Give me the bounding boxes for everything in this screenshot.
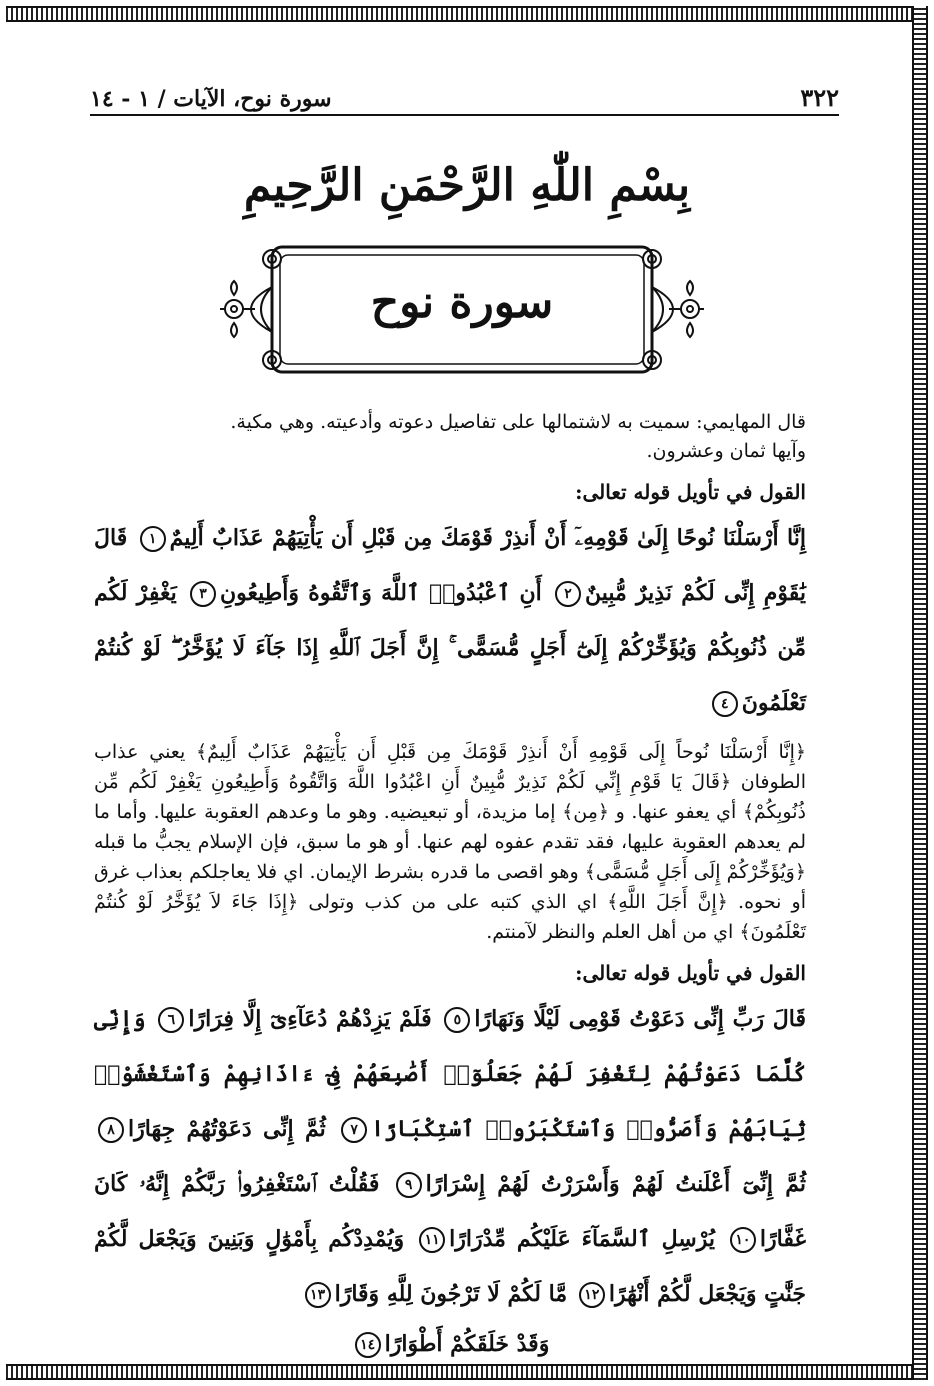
verse-number: ١ xyxy=(140,526,166,552)
right-ornamental-border xyxy=(912,6,928,1380)
verse-number: ٧ xyxy=(341,1117,367,1143)
verse-number: ١٠ xyxy=(730,1227,756,1253)
verse-number: ١١ xyxy=(419,1227,445,1253)
verse-number: ١٢ xyxy=(579,1282,605,1308)
basmala: بِسْمِ اللّٰهِ الرَّحْمَنِ الرَّحِيمِ xyxy=(243,160,691,211)
verse-text: مَّا لَكُمْ لَا تَرْجُونَ لِلَّهِ وَقَارًا xyxy=(334,1281,568,1307)
top-ornamental-border xyxy=(6,6,928,22)
verse-text: وَإِنِّى كُلَّمَا دَعَوْتُهُمْ لِتَغْفِرَ لَهُمْ جَعَلُوٓا۟ أَصَٰبِعَهُمْ فِىٓ ءَاذَانِهِمْ وَٱسْتَغْشَوْا۟ ثِيَابَهُمْ وَأَصَرُّوا۟ وَٱسْتَكْبَرُوا۟ ٱسْتِكْبَارًا xyxy=(94,1006,806,1142)
section-1-heading: القول في تأويل قوله تعالى: xyxy=(575,480,806,504)
verse-text: فَلَمْ يَزِدْهُمْ دُعَآءِىٓ إِلَّا فِرَارًا xyxy=(188,1006,432,1032)
intro-line-2: وآيها ثمان وعشرون. xyxy=(646,440,806,462)
verse-number: ١٣ xyxy=(305,1282,331,1308)
intro-line-1: قال المهايمي: سميت به لاشتمالها على تفاصيل دعوته وأدعيته. وهي مكية. xyxy=(230,411,806,433)
verse-number: ١٤ xyxy=(355,1332,381,1358)
verse-text: ثُمَّ إِنِّىٓ أَعْلَنتُ لَهُمْ وَأَسْرَرْتُ لَهُمْ إِسْرَارًا xyxy=(425,1171,806,1197)
verse-number: ٤ xyxy=(712,691,738,717)
verse-text: يَغْفِرْ لَكُم مِّن ذُنُوبِكُمْ وَيُؤَخِّرْكُمْ إِلَىٰٓ أَجَلٍ مُّسَمًّى ۚ إِنَّ أَجَلَ ٱللَّهِ إِذَا جَآءَ لَا يُؤَخَّرُ ۖ لَوْ كُنتُمْ تَعْلَمُونَ xyxy=(94,580,806,716)
section-1-commentary: ﴿إِنَّا أَرْسَلْنَا نُوحاً إِلَى قَوْمِهِ أَنْ أَنذِرْ قَوْمَكَ مِن قَبْلِ أَن يَأْتِيَهُمْ عَذَابٌ أَلِيمٌ﴾ يعني عذاب الطوفان ﴿قَالَ يَا قَوْمِ إِنِّي لَكُمْ نَذِيرٌ مُّبِينٌ أَنِ اعْبُدُوا اللَّهَ وَاتَّقُوهُ وَأَطِيعُونِ يَغْفِرْ لَكُم مِّن ذُنُوبِكُمْ﴾ أي يعفو عنها. و ﴿مِن﴾ إما مزيدة، أو تبعيضيه. وهو ما وعدهم العقوبة عليها. وأما ما لم يعدهم العقوبة عليها، فقد تقدم عفوه لهم عنها. أو هو ما سبق، فإن الإسلام يجبُّ ما قبله ﴿وَيُؤَخِّرْكُمْ إِلَى أَجَلٍ مُّسَمًّى﴾ وهو اقصى ما قدره بشرط الإيمان. اي فلا يعاجلكم بعذاب غرق أو نحوه. ﴿إِنَّ أَجَلَ اللَّهِ﴾ اي الذي كتبه على من كذب وتولى ﴿إِذَا جَاءَ لاَ يُؤَخَّرُ لَوْ كُنتُمْ تَعْلَمُونَ﴾ اي من أهل العلم والنظر لآمنتم. xyxy=(94,741,806,943)
verse-number: ٢ xyxy=(555,581,581,607)
verse-text: وَيُمْدِدْكُم بِأَمْوَٰلٍ وَبَنِينَ وَيَجْعَل لَّكُمْ جَنَّٰتٍ وَيَجْعَل لَّكُمْ أَنْهَٰرًا xyxy=(94,1226,806,1307)
verse-text: وَقَدْ خَلَقَكُمْ أَطْوَارًا xyxy=(384,1331,550,1357)
surah-title: سورة نوح xyxy=(370,277,554,328)
verse-number: ٦ xyxy=(158,1007,184,1033)
section-2-heading: القول في تأويل قوله تعالى: xyxy=(575,961,806,985)
page-number: ٣٢٢ xyxy=(800,83,839,112)
verse-text: إِنَّا أَرْسَلْنَا نُوحًا إِلَىٰ قَوْمِهِۦٓ أَنْ أَنذِرْ قَوْمَكَ مِن قَبْلِ أَن يَأْتِيَهُمْ عَذَابٌ أَلِيمٌ xyxy=(169,525,806,551)
section-2-verses xyxy=(94,992,806,1322)
running-title: سورة نوح، الآيات / ١ - ١٤ xyxy=(90,86,332,112)
verse-number: ٣ xyxy=(190,581,216,607)
verse-number: ٩ xyxy=(396,1172,422,1198)
main-text xyxy=(94,408,806,1366)
verse-text: يُرْسِلِ ٱلسَّمَآءَ عَلَيْكُم مِّدْرَارًا xyxy=(449,1226,715,1252)
verse-text: قَالَ رَبِّ إِنِّى دَعَوْتُ قَوْمِى لَيْلًا وَنَهَارًا xyxy=(474,1006,806,1032)
verse-number: ٨ xyxy=(98,1117,124,1143)
verse-text: قَالَ يَٰقَوْمِ إِنِّى لَكُمْ نَذِيرٌ مُّبِينٌ xyxy=(94,525,806,606)
section-1-verses xyxy=(94,511,806,731)
verse-number: ٥ xyxy=(444,1007,470,1033)
verse-text: أَنِ ٱعْبُدُوا۟ ٱللَّهَ وَٱتَّقُوهُ وَأَطِيعُونِ xyxy=(219,580,542,606)
verse-text: فَقُلْتُ ٱسْتَغْفِرُوا۟ رَبَّكُمْ إِنَّهُۥ كَانَ غَفَّارًا xyxy=(94,1171,806,1252)
verse-text: ثُمَّ إِنِّى دَعَوْتُهُمْ جِهَارًا xyxy=(128,1116,326,1142)
surah-title-frame xyxy=(210,237,714,382)
page-header xyxy=(90,82,839,116)
bottom-ornamental-border xyxy=(6,1364,928,1380)
section-2-final-verse xyxy=(94,1322,806,1366)
